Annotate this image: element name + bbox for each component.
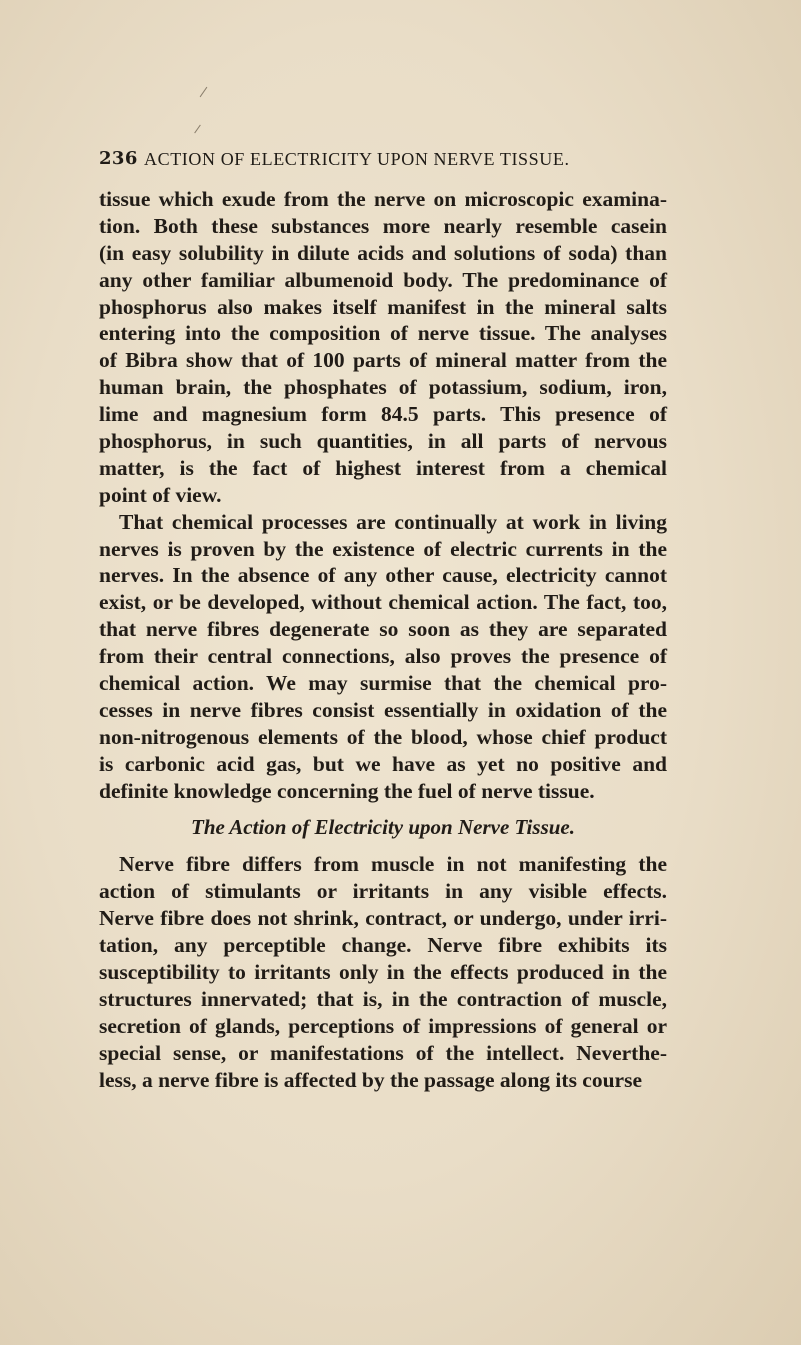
section-heading: The Action of Electricity upon Nerve Tissue. (191, 815, 575, 840)
text-line: tation, any perceptible change. Nerve fibre exhibits its (99, 933, 667, 958)
text-line: That chemical processes are continually at work in living (119, 509, 667, 534)
text-line: phosphorus, in such quantities, in all parts of nervous (99, 429, 667, 454)
text-line: exist, or be developed, without chemical action. The fact, too, (99, 590, 667, 615)
text-line: human brain, the phosphates of potassium, sodium, iron, (99, 375, 667, 400)
paper-mark (200, 87, 208, 97)
body-text (99, 186, 667, 1093)
text-line: tissue which exude from the nerve on microscopic examina- (99, 187, 667, 211)
text-line: non-nitrogenous elements of the blood, whose chief product (99, 724, 667, 749)
paragraph-1 (99, 186, 667, 509)
text-line: entering into the composition of nerve tissue. The analyses (99, 321, 667, 346)
text-line: structures innervated; that is, in the contraction of muscle, (99, 986, 667, 1011)
text-line: less, a nerve fibre is affected by the passage along its course (99, 1067, 643, 1092)
page-number: 236 (99, 148, 138, 169)
text-line: lime and magnesium form 84.5 parts. This presence of (99, 402, 667, 427)
text-line: point of view. (99, 482, 222, 507)
text-line: of Bibra show that of 100 parts of mineral matter from the (99, 348, 667, 373)
text-line: Nerve fibre differs from muscle in not manifesting the (119, 852, 667, 877)
text-line: is carbonic acid gas, but we have as yet no positive and (99, 751, 667, 776)
text-line: that nerve fibres degenerate so soon as they are separated (99, 617, 667, 642)
paper-mark (194, 125, 201, 134)
text-line: phosphorus also makes itself manifest in the mineral salts (99, 294, 667, 319)
text-line: from their central connections, also proves the presence of (99, 644, 667, 669)
text-line: nerves. In the absence of any other cause, electricity cannot (99, 563, 667, 588)
text-line: matter, is the fact of highest interest from a chemical (99, 455, 667, 480)
text-line: nerves is proven by the existence of electric currents in the (99, 536, 667, 561)
paragraph-3 (99, 851, 667, 1093)
text-line: Nerve fibre does not shrink, contract, or undergo, under irri- (99, 906, 667, 931)
text-line: special sense, or manifestations of the intellect. Neverthe- (99, 1040, 667, 1065)
running-head: ACTION OF ELECTRICITY UPON NERVE TISSUE. (144, 149, 570, 169)
text-line: cesses in nerve fibres consist essentially in oxidation of the (99, 697, 667, 722)
text-line: chemical action. We may surmise that the chemical pro- (99, 671, 667, 696)
text-line: any other familiar albumenoid body. The predominance of (99, 267, 667, 292)
paragraph-2 (99, 509, 667, 805)
page-header (99, 148, 659, 176)
text-line: action of stimulants or irritants in any visible effects. (99, 879, 667, 904)
text-line: definite knowledge concerning the fuel of nerve tissue. (99, 778, 595, 803)
text-line: tion. Both these substances more nearly resemble casein (99, 213, 667, 238)
text-line: secretion of glands, perceptions of impressions of general or (99, 1013, 667, 1038)
text-line: susceptibility to irritants only in the effects produced in the (99, 959, 667, 984)
text-line: (in easy solubility in dilute acids and solutions of soda) than (99, 240, 667, 265)
